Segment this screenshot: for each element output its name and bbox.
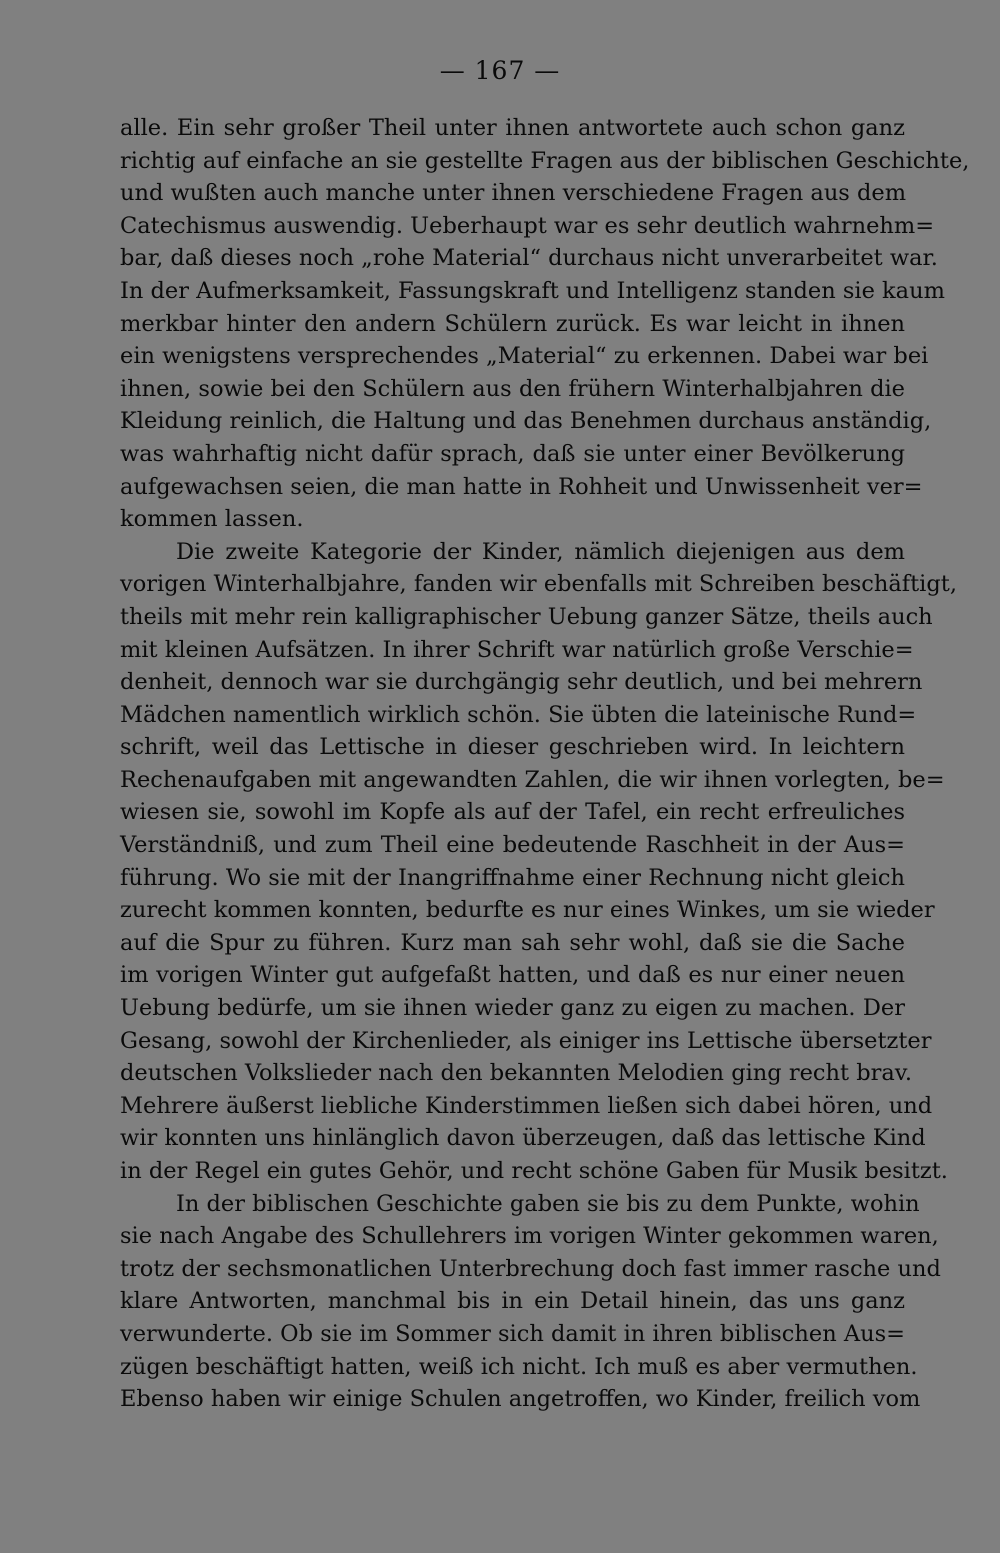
text-line: trotz der sechsmonatlichen Unterbrechung doch fast immer rasche und [120, 1255, 941, 1282]
text-line: Ebenso haben wir einige Schulen angetroffen, wo Kinder, freilich vom [120, 1386, 921, 1413]
text-line: denheit, dennoch war sie durchgängig sehr deutlich, und bei mehrern [120, 669, 923, 696]
text-line: aufgewachsen seien, die man hatte in Rohheit und Unwissenheit ver= [120, 473, 923, 500]
text-line: Rechenaufgaben mit angewandten Zahlen, die wir ihnen vorlegten, be= [120, 766, 945, 793]
text-line: zügen beschäftigt hatten, weiß ich nicht. Ich muß es aber vermuthen. [120, 1353, 918, 1380]
text-line: auf die Spur zu führen. Kurz man sah sehr wohl, daß sie die Sache [120, 929, 905, 956]
text-line: mit kleinen Aufsätzen. In ihrer Schrift war natürlich große Verschie= [120, 636, 914, 663]
text-line: führung. Wo sie mit der Inangriffnahme einer Rechnung nicht gleich [120, 864, 905, 891]
text-line: wir konnten uns hinlänglich davon überzeugen, daß das lettische Kind [120, 1125, 926, 1152]
text-line: zurecht kommen konnten, bedurfte es nur eines Winkes, um sie wieder [120, 897, 935, 924]
text-line: In der biblischen Geschichte gaben sie bis zu dem Punkte, wohin [176, 1190, 920, 1217]
text-line: Verständniß, und zum Theil eine bedeutende Raschheit in der Aus= [120, 832, 905, 859]
page-number: — 167 — [439, 56, 561, 85]
text-line: theils mit mehr rein kalligraphischer Uebung ganzer Sätze, theils auch [120, 603, 933, 630]
text-line: ihnen, sowie bei den Schülern aus den frühern Winterhalbjahren die [120, 375, 905, 402]
text-line: klare Antworten, manchmal bis in ein Detail hinein, das uns ganz [120, 1288, 905, 1315]
text-line: merkbar hinter den andern Schülern zurück. Es war leicht in ihnen [120, 310, 905, 337]
text-line: vorigen Winterhalbjahre, fanden wir ebenfalls mit Schreiben beschäftigt, [120, 571, 957, 598]
text-line: wiesen sie, sowohl im Kopfe als auf der Tafel, ein recht erfreuliches [120, 799, 905, 826]
text-line: sie nach Angabe des Schullehrers im vorigen Winter gekommen waren, [120, 1223, 939, 1250]
text-line: in der Regel ein gutes Gehör, und recht schöne Gaben für Musik besitzt. [120, 1158, 948, 1184]
text-line: Catechismus auswendig. Ueberhaupt war es sehr deutlich wahrnehm= [120, 212, 935, 239]
text-line: Mehrere äußerst liebliche Kinderstimmen ließen sich dabei hören, und [120, 1092, 933, 1119]
text-line: Gesang, sowohl der Kirchenlieder, als einiger ins Lettische übersetzter [120, 1027, 932, 1054]
text-line: verwunderte. Ob sie im Sommer sich damit in ihren biblischen Aus= [120, 1320, 905, 1347]
text-line: Uebung bedürfe, um sie ihnen wieder ganz zu eigen zu machen. Der [120, 995, 905, 1022]
text-line: im vorigen Winter gut aufgefaßt hatten, und daß es nur einer neuen [120, 962, 905, 989]
text-line: kommen lassen. [120, 506, 304, 533]
text-line: schrift, weil das Lettische in dieser geschrieben wird. In leichtern [120, 734, 905, 761]
body-text [120, 112, 970, 1416]
text-line: In der Aufmerksamkeit, Fassungskraft und Intelligenz standen sie kaum [120, 277, 945, 304]
text-line: richtig auf einfache an sie gestellte Fragen aus der biblischen Geschichte, [120, 147, 970, 174]
text-line: und wußten auch manche unter ihnen verschiedene Fragen aus dem [120, 180, 907, 207]
text-line: deutschen Volkslieder nach den bekannten Melodien ging recht brav. [120, 1060, 912, 1087]
text-line: bar, daß dieses noch „rohe Material“ durchaus nicht unverarbeitet war. [120, 245, 938, 272]
text-line: Mädchen namentlich wirklich schön. Sie übten die lateinische Rund= [120, 701, 917, 728]
text-line: Die zweite Kategorie der Kinder, nämlich diejenigen aus dem [176, 538, 905, 565]
text-line: was wahrhaftig nicht dafür sprach, daß sie unter einer Bevölkerung [120, 440, 905, 467]
text-line: Kleidung reinlich, die Haltung und das Benehmen durchaus anständig, [120, 408, 932, 435]
text-line: ein wenigstens versprechendes „Material“ zu erkennen. Dabei war bei [120, 343, 929, 370]
text-line: alle. Ein sehr großer Theil unter ihnen antwortete auch schon ganz [120, 115, 905, 141]
